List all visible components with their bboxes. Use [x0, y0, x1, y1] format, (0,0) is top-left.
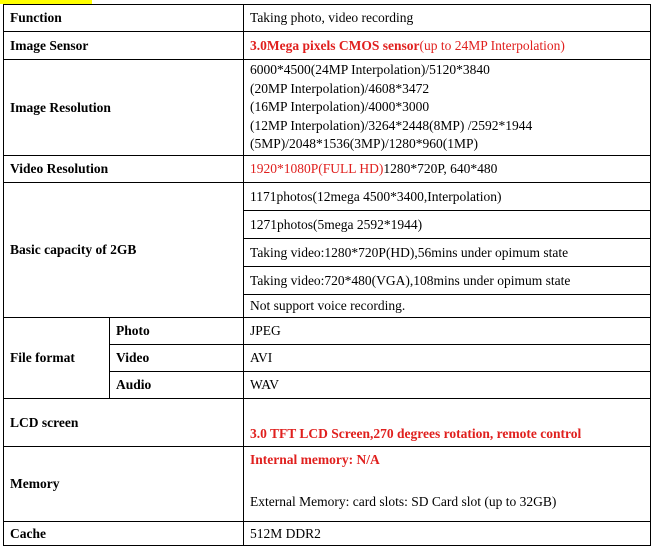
memory-label: Memory: [4, 447, 244, 522]
resolution-line: 6000*4500(24MP Interpolation)/5120*3840: [250, 62, 490, 78]
row-image-sensor: [4, 32, 651, 60]
row-image-resolution: [4, 60, 651, 156]
image-sensor-value: [244, 32, 651, 60]
image-sensor-highlight: 3.0Mega pixels CMOS sensor: [250, 37, 420, 53]
video-resolution-rest: 1280*720P, 640*480: [383, 161, 498, 176]
capacity-value: Not support voice recording.: [244, 295, 651, 318]
lcd-screen-label: LCD screen: [4, 399, 244, 447]
capacity-value: 1271photos(5mega 2592*1944): [244, 211, 651, 239]
row-function: [4, 5, 651, 32]
file-type-value: WAV: [244, 372, 651, 399]
capacity-value: Taking video:1280*720P(HD),56mins under opimum state: [244, 239, 651, 267]
file-type-label: Video: [110, 345, 244, 372]
lcd-screen-value: 3.0 TFT LCD Screen,270 degrees rotation, remote control: [244, 399, 651, 447]
file-type-label: Audio: [110, 372, 244, 399]
row-cache: [4, 522, 651, 546]
video-resolution-label: Video Resolution: [4, 156, 244, 183]
function-value: Taking photo, video recording: [244, 5, 651, 32]
resolution-line: (16MP Interpolation)/4000*3000: [250, 99, 430, 115]
resolution-line: (20MP Interpolation)/4608*3472: [250, 80, 430, 96]
file-type-value: JPEG: [244, 318, 651, 345]
capacity-value: Taking video:720*480(VGA),108mins under opimum state: [244, 267, 651, 295]
row-memory: [4, 447, 651, 522]
row-file-format: [4, 318, 651, 345]
row-lcd-screen: [4, 399, 651, 447]
capacity-value: 1171photos(12mega 4500*3400,Interpolation): [244, 183, 651, 211]
basic-capacity-label: Basic capacity of 2GB: [4, 183, 244, 318]
cache-label: Cache: [4, 522, 244, 546]
file-type-value: AVI: [244, 345, 651, 372]
image-resolution-label: Image Resolution: [4, 60, 244, 156]
image-resolution-value: [244, 60, 651, 156]
video-resolution-highlight: 1920*1080P(FULL HD): [250, 161, 384, 176]
image-sensor-rest: (up to 24MP Interpolation): [419, 37, 565, 53]
resolution-line: (5MP)/2048*1536(3MP)/1280*960(1MP): [250, 136, 479, 152]
spec-table: [3, 4, 651, 546]
internal-memory: Internal memory: N/A: [250, 452, 380, 467]
memory-value: [244, 447, 651, 522]
row-video-resolution: [4, 156, 651, 183]
row-capacity: [4, 183, 651, 211]
image-sensor-label: Image Sensor: [4, 32, 244, 60]
external-memory: External Memory: card slots: SD Card slot (up to 32GB): [250, 494, 557, 509]
file-format-label: File format: [4, 318, 110, 399]
resolution-line: (12MP Interpolation)/3264*2448(8MP) /2592*1944: [250, 117, 533, 133]
cache-value: 512M DDR2: [244, 522, 651, 546]
video-resolution-value: [244, 156, 651, 183]
file-type-label: Photo: [110, 318, 244, 345]
function-label: Function: [4, 5, 244, 32]
